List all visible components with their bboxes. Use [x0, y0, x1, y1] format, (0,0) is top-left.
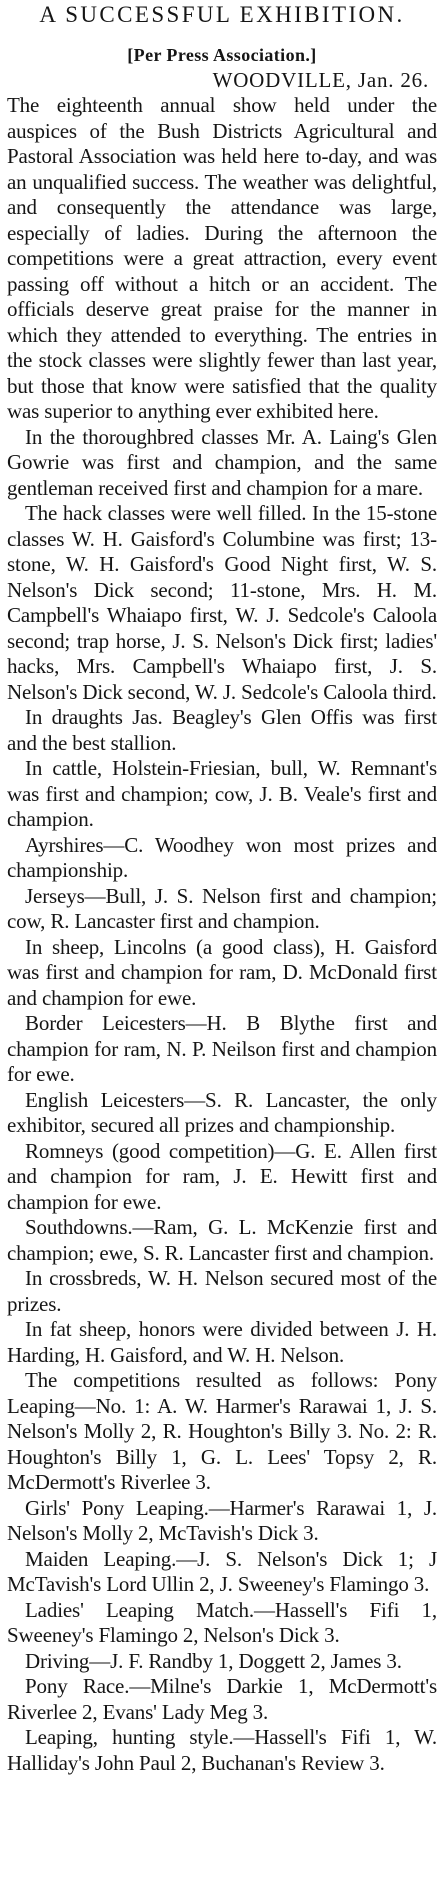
article-paragraph: Border Leicesters—H. B Blythe first and champion for ram, N. P. Neilson first and champion for ewe. [7, 1011, 437, 1086]
article-paragraph: Girls' Pony Leaping.—Harmer's Rarawai 1, J. Nelson's Molly 2, McTavish's Dick 3. [7, 1495, 437, 1545]
press-association-byline: [Per Press Association.] [127, 45, 317, 65]
article-paragraph: The hack classes were well filled. In the 15-stone classes W. H. Gaisford's Columbine was first; 13-stone, W. H. Gaisford's Good Night first, W. S. Nelson's Dick second; 11-stone, Mrs. H. M. Campbell's Whaiapo first, W. J. Sedcole's Caloola second; trap horse, J. S. Nelson's Dick first; ladies' hacks, Mrs. Campbell's Whaiapo first, J. S. Nelson's Dick second, W. J. Sedcole's Caloola third. [7, 501, 437, 704]
article-paragraph: In cattle, Holstein-Friesian, bull, W. Remnant's was first and champion; cow, J. B. Veale's first and champion. [7, 756, 437, 831]
article-paragraph: The competitions resulted as follows: Pony Leaping—No. 1: A. W. Harmer's Rarawai 1, J. S. Nelson's Molly 2, R. Houghton's Billy 3. No. 2: R. Houghton's Billy 1, G. L. Lees' Topsy 2, R. McDermott's Riverlee 3. [7, 1368, 437, 1494]
dateline: WOODVILLE, Jan. 26. [212, 68, 429, 92]
article-paragraph: Pony Race.—Milne's Darkie 1, McDermott's Riverlee 2, Evans' Lady Meg 3. [7, 1674, 437, 1724]
article-paragraph: Jerseys—Bull, J. S. Nelson first and champion; cow, R. Lancaster first and champion. [7, 883, 437, 933]
article-paragraph: The eighteenth annual show held under the auspices of the Bush Districts Agricultural and Pastoral Association was held here to-day, and was an unqualified success. The weather was delightful, and consequently the attendance was large, especially of ladies. During the afternoon the competitions were a great attraction, every event passing off without a hitch or an accident. The officials deserve great praise for the manner in which they attended to everything. The entries in the stock classes were slightly fewer than last year, but those that know were satisfied that the quality was superior to anything ever exhibited here. [7, 93, 437, 423]
article-paragraph: Leaping, hunting style.—Hassell's Fifi 1, W. Halliday's John Paul 2, Buchanan's Review 3. [7, 1725, 437, 1775]
article-paragraph: In draughts Jas. Beagley's Glen Offis was first and the best stallion. [7, 705, 437, 755]
article-paragraph: In fat sheep, honors were divided between J. H. Harding, H. Gaisford, and W. H. Nelson. [7, 1317, 437, 1367]
article-paragraph: Driving—J. F. Randby 1, Doggett 2, James 3. [25, 1648, 402, 1673]
article-paragraph: In crossbreds, W. H. Nelson secured most of the prizes. [7, 1266, 437, 1316]
article-paragraph: In sheep, Lincolns (a good class), H. Gaisford was first and champion for ram, D. McDonald first and champion for ewe. [7, 934, 437, 1010]
article-paragraph: Ayrshires—C. Woodhey won most prizes and championship. [7, 832, 437, 882]
article-body [7, 93, 437, 1776]
article-paragraph: Ladies' Leaping Match.—Hassell's Fifi 1, Sweeney's Flamingo 2, Nelson's Dick 3. [7, 1597, 437, 1647]
article-paragraph: In the thoroughbred classes Mr. A. Laing's Glen Gowrie was first and champion, and the same gentleman received first and champion for a mare. [7, 424, 437, 500]
article-paragraph: Romneys (good competition)—G. E. Allen first and champion for ram, J. E. Hewitt first and champion for ewe. [7, 1138, 437, 1214]
article-paragraph: Southdowns.—Ram, G. L. McKenzie first and champion; ewe, S. R. Lancaster first and champion. [7, 1215, 437, 1265]
headline: A SUCCESSFUL EXHIBITION. [39, 2, 405, 27]
article-paragraph: English Leicesters—S. R. Lancaster, the only exhibitor, secured all prizes and championship. [7, 1087, 437, 1137]
article-paragraph: Maiden Leaping.—J. S. Nelson's Dick 1; J McTavish's Lord Ullin 2, J. Sweeney's Flamingo 3. [7, 1546, 437, 1596]
